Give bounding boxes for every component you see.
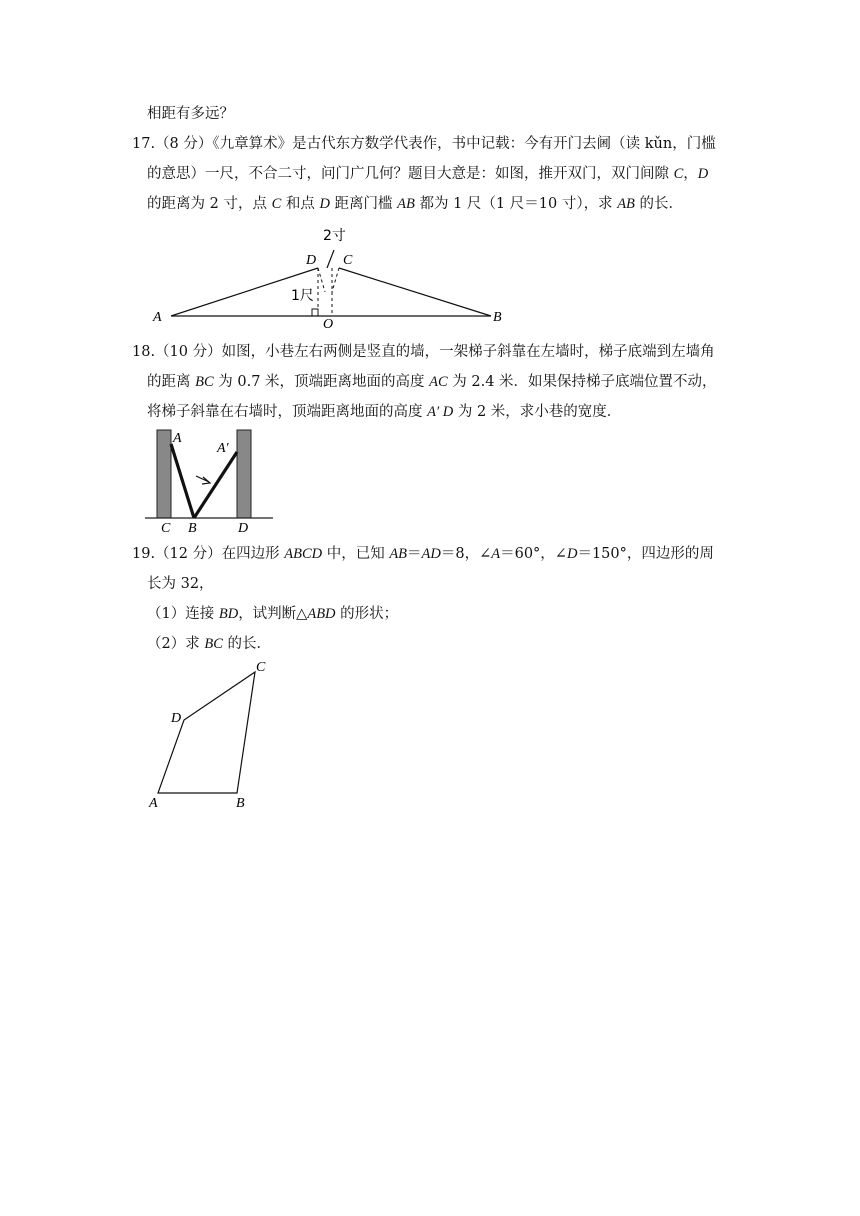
fig18-left-wall [157, 430, 171, 518]
q17-text: 都为 1 尺（1 尺＝10 寸），求 [414, 196, 618, 212]
q18-text: 为 2.4 米．如果保持梯子底端位置不动， [447, 374, 717, 390]
fig17-label-b: B [493, 310, 502, 325]
fig17-label-c: C [343, 253, 353, 268]
q19-var: ABCD [284, 546, 323, 562]
fig18-label-a: A [173, 431, 182, 446]
fig17-pointer-line [327, 250, 334, 268]
fig19-quadrilateral-abcd [158, 672, 255, 793]
q18-text: 的距离 [147, 374, 196, 390]
q18-line-1: 18.（10 分）如图，小巷左右两侧是竖直的墙，一架梯子斜靠在左墙时，梯子底端到左墙角 [132, 344, 715, 360]
fig19-label-a: A [149, 796, 158, 811]
fig19-label-b: B [236, 796, 245, 811]
q19-text: （1）连接 [147, 606, 219, 622]
q17-text: 的长． [634, 196, 684, 212]
q17-var-d: D [319, 196, 330, 212]
q16-tail: 相距有多远？ [147, 106, 234, 122]
q17-text: 的距离为 2 寸，点 [147, 196, 272, 212]
figure-17-door-diagram [145, 222, 515, 330]
q19-var: BD [218, 606, 239, 622]
q19-text: （2）求 [147, 636, 205, 652]
q19-subquestion-1 [147, 604, 398, 624]
fig18-right-wall [237, 430, 251, 518]
q18-var-ac: AC [429, 374, 448, 390]
q19-text: ＝150°，四边形的周 [577, 546, 714, 562]
q17-line-3 [147, 194, 683, 214]
q18-var-bc: BC [195, 374, 214, 390]
q19-var: D [566, 546, 578, 562]
q19-text: 的形状； [335, 606, 399, 622]
q19-var: AB [389, 546, 408, 562]
fig17-right-angle [312, 309, 318, 316]
q17-line-2 [147, 164, 708, 184]
q19-text: ＝ [407, 546, 422, 562]
q18-text: 为 2 米，求小巷的宽度． [453, 404, 622, 420]
fig17-label-1chi: 1尺 [291, 288, 314, 304]
q19-text: 19.（12 分）在四边形 [132, 546, 285, 562]
fig19-label-d: D [171, 711, 182, 726]
q17-text: 的意思）一尺，不合二寸，问门广几何？题目大意是：如图，推开双门，双门间隙 [147, 166, 674, 182]
q17-text: 距离门槛 [329, 196, 398, 212]
fig19-label-c: C [256, 660, 266, 675]
figure-19-quadrilateral [140, 655, 280, 815]
q18-text: 为 0.7 米，顶端距离地面的高度 [213, 374, 430, 390]
q19-line-1 [132, 544, 714, 564]
fig18-label-a-prime: A′ [217, 441, 229, 456]
q19-var: ABD [307, 606, 336, 622]
q18-text: 将梯子斜靠在右墙时，顶端距离地面的高度 [147, 404, 428, 420]
q17-text: ， [683, 166, 698, 182]
q19-text: ＝60°，∠ [500, 546, 567, 562]
q19-text: ＝8，∠ [440, 546, 492, 562]
q17-text: 和点 [281, 196, 320, 212]
q17-var-c: C [271, 196, 282, 212]
fig18-ladder-left [171, 444, 194, 518]
q19-var: AD [421, 546, 441, 562]
q18-line-2 [147, 372, 717, 392]
fig17-dashed-v1 [318, 268, 325, 292]
fig17-label-2cun: 2寸 [323, 228, 346, 244]
fig17-label-d: D [306, 253, 317, 268]
q17-var-c: C [673, 166, 684, 182]
figure-18-ladder-diagram [145, 428, 275, 534]
q17-var-ab: AB [397, 196, 415, 212]
q17-var-d: D [697, 166, 709, 182]
q19-text: ，试判断△ [238, 606, 308, 622]
q19-var: A [491, 546, 501, 562]
q18-var-ad: A′ D [427, 404, 454, 420]
q19-text: 中，已知 [322, 546, 390, 562]
fig17-dashed-v2 [332, 268, 339, 292]
q19-line-2: 长为 32， [147, 576, 214, 592]
fig18-label-b: B [188, 521, 197, 534]
q19-text: 的长． [222, 636, 271, 652]
fig18-ladder-right [194, 452, 237, 518]
q18-line-3 [147, 402, 621, 422]
q17-line-1: 17.（8 分）《九章算术》是古代东方数学代表作，书中记载：今有开门去阃（读 kǔn，门槛 [132, 136, 716, 152]
q19-var: BC [204, 636, 223, 652]
fig18-label-d: D [238, 521, 249, 534]
fig18-label-c: C [161, 521, 171, 534]
q19-subquestion-2 [147, 634, 271, 654]
q17-var-ab: AB [617, 196, 635, 212]
fig17-label-o: O [323, 317, 334, 330]
fig17-label-a: A [153, 310, 162, 325]
fig17-door-right [339, 268, 491, 316]
